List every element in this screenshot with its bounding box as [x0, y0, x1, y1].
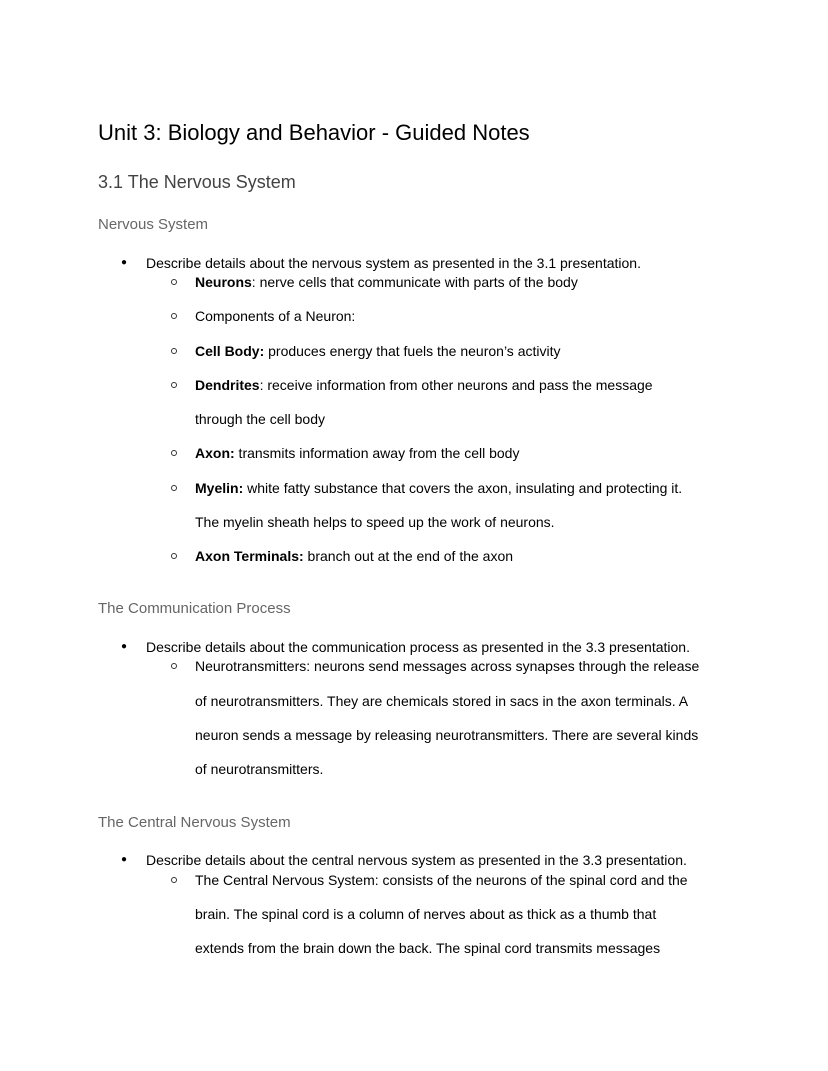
definition: branch out at the end of the axon	[303, 548, 514, 564]
hollow-bullet-icon	[171, 313, 177, 319]
term-myelin: Myelin:	[195, 480, 244, 496]
hollow-bullet-icon	[171, 450, 177, 456]
list-item	[195, 273, 578, 291]
bullet-icon: ●	[121, 257, 128, 268]
term-axon-terminals: Axon Terminals:	[195, 548, 304, 564]
list-item-continuation: of neurotransmitters.	[195, 761, 324, 777]
hollow-bullet-icon	[171, 663, 177, 669]
hollow-bullet-icon	[171, 553, 177, 559]
list-item-continuation: The myelin sheath helps to speed up the work of neurons.	[195, 514, 555, 530]
term-dendrites: Dendrites	[195, 377, 260, 393]
list-item	[195, 479, 682, 497]
list-item	[195, 547, 513, 565]
list-item-continuation: of neurotransmitters. They are chemicals stored in sacs in the axon terminals. A	[195, 693, 689, 709]
list-item-continuation: neuron sends a message by releasing neurotransmitters. There are several kinds	[195, 727, 699, 743]
hollow-bullet-icon	[171, 348, 177, 354]
prompt-nervous-system: Describe details about the nervous system as presented in the 3.1 presentation.	[146, 255, 641, 271]
hollow-bullet-icon	[171, 279, 177, 285]
hollow-bullet-icon	[171, 382, 177, 388]
section-heading: 3.1 The Nervous System	[98, 172, 296, 192]
list-item: Neurotransmitters: neurons send messages across synapses through the release	[195, 658, 700, 674]
definition: : receive information from other neurons and pass the message	[259, 377, 653, 393]
definition: white fatty substance that covers the axon, insulating and protecting it.	[243, 480, 683, 496]
bullet-icon: ●	[121, 641, 128, 652]
list-item-continuation: through the cell body	[195, 411, 325, 427]
document-title: Unit 3: Biology and Behavior - Guided Notes	[98, 120, 530, 145]
list-item: The Central Nervous System: consists of the neurons of the spinal cord and the	[195, 872, 688, 888]
components-label: Components of a Neuron:	[195, 308, 356, 324]
prompt-central-nervous-system: Describe details about the central nervous system as presented in the 3.3 presentation.	[146, 852, 687, 868]
hollow-bullet-icon	[171, 877, 177, 883]
list-item-continuation: brain. The spinal cord is a column of nerves about as thick as a thumb that	[195, 906, 657, 922]
prompt-communication-process: Describe details about the communication process as presented in the 3.3 presentation.	[146, 639, 690, 655]
definition: produces energy that fuels the neuron’s activity	[264, 343, 561, 359]
hollow-bullet-icon	[171, 485, 177, 491]
list-item	[195, 307, 355, 325]
subheading-central-nervous-system: The Central Nervous System	[98, 814, 291, 831]
term-neurons: Neurons	[195, 274, 252, 290]
list-item	[195, 444, 519, 462]
subheading-communication-process: The Communication Process	[98, 600, 291, 617]
definition: : nerve cells that communicate with parts of the body	[251, 274, 578, 290]
list-item	[195, 342, 560, 360]
bullet-icon: ●	[121, 854, 128, 865]
term-cell-body: Cell Body:	[195, 343, 265, 359]
list-item	[195, 376, 653, 394]
subheading-nervous-system: Nervous System	[98, 216, 209, 233]
definition: transmits information away from the cell body	[234, 445, 520, 461]
list-item-continuation: extends from the brain down the back. The spinal cord transmits messages	[195, 940, 661, 956]
term-axon: Axon:	[195, 445, 235, 461]
